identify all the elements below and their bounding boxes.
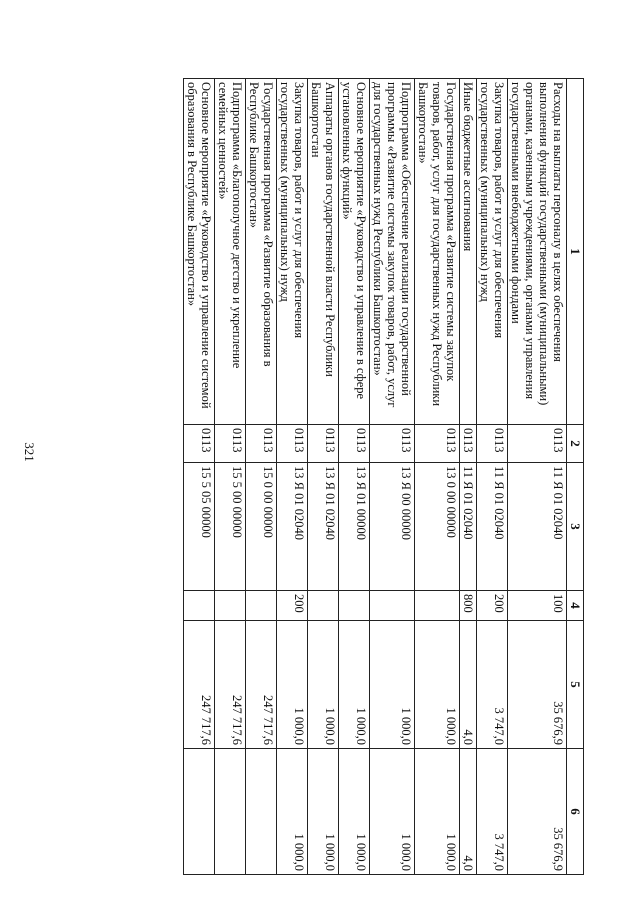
col-header-1: 1 [567, 79, 584, 425]
table-row [415, 79, 460, 875]
table-cell-sec: 0113 [370, 425, 415, 463]
table-cell-v5: 247 717,6 [246, 621, 277, 749]
table-row [246, 79, 277, 875]
table-cell-name: Аппараты органов государственной власти Республики Башкортостан [308, 79, 339, 425]
table-cell-vr: 100 [508, 591, 567, 621]
table-row [508, 79, 567, 875]
table-row [215, 79, 246, 875]
budget-table [183, 78, 584, 875]
table-cell-v6: 1 000,0 [308, 749, 339, 875]
table-cell-code: 15 5 05 00000 [184, 463, 215, 591]
table-cell-sec: 0113 [215, 425, 246, 463]
table-cell-code: 11 Я 01 02040 [508, 463, 567, 591]
table-cell-name: Иные бюджетные ассигнования [460, 79, 477, 425]
table-cell-code: 15 5 00 00000 [215, 463, 246, 591]
table-cell-name: Государственная программа «Развитие системы закупок товаров, работ, услуг для государственных нужд Республики Башкортостан» [415, 79, 460, 425]
header-row [567, 79, 584, 875]
table-cell-code: 11 Я 01 02040 [477, 463, 508, 591]
col-header-4: 4 [567, 591, 584, 621]
table-cell-v5: 1 000,0 [339, 621, 370, 749]
table-cell-sec: 0113 [184, 425, 215, 463]
table-cell-v6: 1 000,0 [370, 749, 415, 875]
table-cell-vr: 800 [460, 591, 477, 621]
col-header-3: 3 [567, 463, 584, 591]
table-cell-code: 13 Я 01 02040 [277, 463, 308, 591]
page-number: 321 [22, 442, 37, 462]
table-cell-vr [184, 591, 215, 621]
table-cell-name: Расходы на выплаты персоналу в целях обеспечения выполнения функций государственными (муниципальными) органами, казенными учреждениями, органами управления государственными внебюджетными фондами [508, 79, 567, 425]
table-cell-sec: 0113 [246, 425, 277, 463]
table-cell-sec: 0113 [460, 425, 477, 463]
table-cell-sec: 0113 [477, 425, 508, 463]
table-cell-sec: 0113 [339, 425, 370, 463]
table-cell-v6: 3 747,0 [477, 749, 508, 875]
table-cell-v6: 1 000,0 [339, 749, 370, 875]
table-cell-name: Подпрограмма «Обеспечение реализации государственной программы «Развитие системы закупок товаров, работ, услуг для государственных нужд Республики Башкортостан» [370, 79, 415, 425]
table-cell-v6 [184, 749, 215, 875]
rotated-page [52, 78, 584, 874]
table-row [339, 79, 370, 875]
table-cell-code: 15 0 00 00000 [246, 463, 277, 591]
table-cell-v5: 1 000,0 [277, 621, 308, 749]
table-cell-sec: 0113 [415, 425, 460, 463]
table-cell-name: Основное мероприятие «Руководство и управление в сфере установленных функций» [339, 79, 370, 425]
table-cell-vr [215, 591, 246, 621]
table-cell-v6: 1 000,0 [415, 749, 460, 875]
table-cell-code: 13 Я 00 00000 [370, 463, 415, 591]
table-cell-v5: 247 717,6 [184, 621, 215, 749]
table-cell-sec: 0113 [508, 425, 567, 463]
table-cell-v6 [246, 749, 277, 875]
table-cell-name: Основное мероприятие «Руководство и управление системой образования в Республике Башкортостан» [184, 79, 215, 425]
table-cell-vr [246, 591, 277, 621]
table-row [370, 79, 415, 875]
col-header-6: 6 [567, 749, 584, 875]
table-cell-vr [415, 591, 460, 621]
table-cell-name: Закупка товаров, работ и услуг для обеспечения государственных (муниципальных) нужд [477, 79, 508, 425]
table-cell-v5: 1 000,0 [415, 621, 460, 749]
table-cell-code: 11 Я 01 02040 [460, 463, 477, 591]
table-row [460, 79, 477, 875]
table-cell-v5: 4,0 [460, 621, 477, 749]
table-cell-code: 13 0 00 00000 [415, 463, 460, 591]
table-cell-v6: 1 000,0 [277, 749, 308, 875]
table-cell-v5: 247 717,6 [215, 621, 246, 749]
table-cell-v5: 1 000,0 [370, 621, 415, 749]
table-row [308, 79, 339, 875]
table-cell-v6 [215, 749, 246, 875]
table-cell-v5: 3 747,0 [477, 621, 508, 749]
table-cell-v5: 1 000,0 [308, 621, 339, 749]
table-row [184, 79, 215, 875]
table-cell-vr [308, 591, 339, 621]
table-cell-vr [339, 591, 370, 621]
table-cell-v6: 35 676,9 [508, 749, 567, 875]
col-header-2: 2 [567, 425, 584, 463]
table-row [277, 79, 308, 875]
col-header-5: 5 [567, 621, 584, 749]
table-cell-v5: 35 676,9 [508, 621, 567, 749]
table-cell-vr: 200 [477, 591, 508, 621]
table-cell-name: Государственная программа «Развитие образования в Республике Башкортостан» [246, 79, 277, 425]
table-cell-v6: 4,0 [460, 749, 477, 875]
table-cell-sec: 0113 [277, 425, 308, 463]
table-cell-vr: 200 [277, 591, 308, 621]
table-cell-name: Подпрограмма «Благополучное детство и укрепление семейных ценностей» [215, 79, 246, 425]
table-row [477, 79, 508, 875]
table-cell-code: 13 Я 01 00000 [339, 463, 370, 591]
table-cell-name: Закупка товаров, работ и услуг для обеспечения государственных (муниципальных) нужд [277, 79, 308, 425]
table-cell-sec: 0113 [308, 425, 339, 463]
table-cell-code: 13 Я 01 02040 [308, 463, 339, 591]
table-cell-vr [370, 591, 415, 621]
